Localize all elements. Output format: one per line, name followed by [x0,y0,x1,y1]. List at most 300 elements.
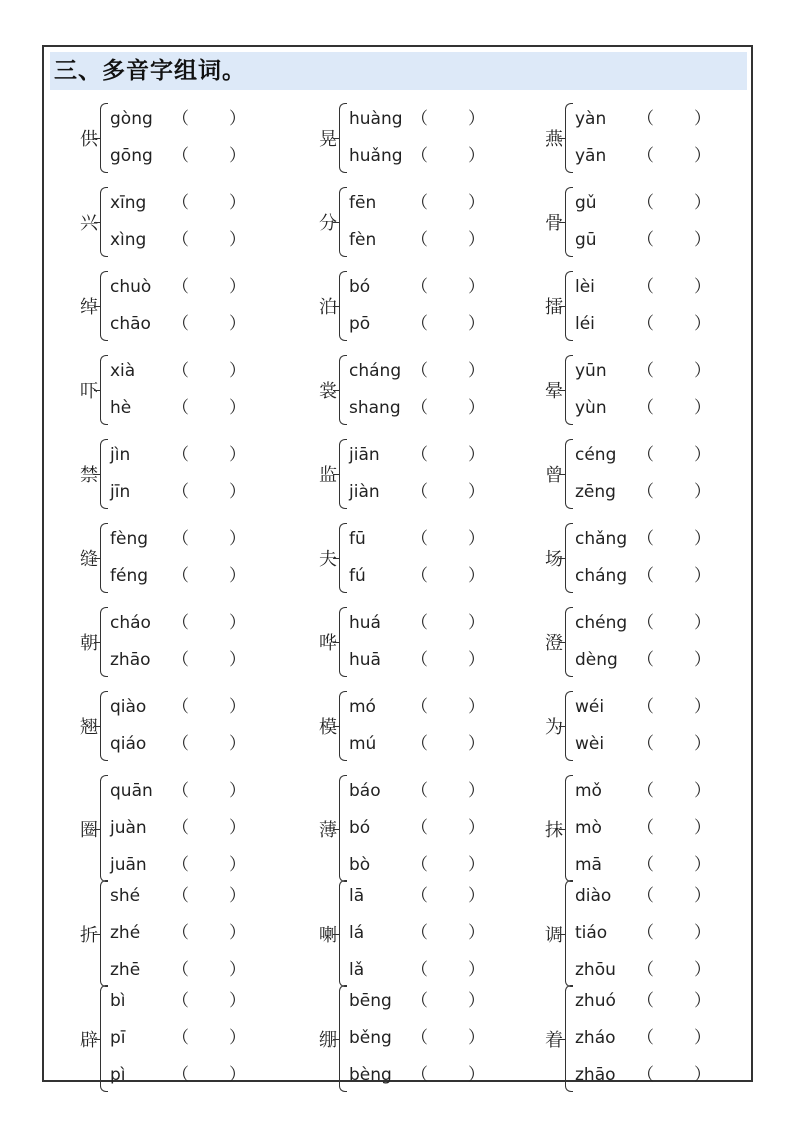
paren-open: （ [411,146,428,166]
polyphone-group [315,351,515,429]
paren-close: ） [468,734,485,754]
paren-close: ） [694,697,711,717]
paren-open: （ [637,361,654,381]
reading-list [110,876,276,991]
pinyin-label: mò [575,818,602,838]
polyphone-group [315,435,515,513]
polyphone-char: 绰 [80,297,98,318]
reading-item [110,773,246,810]
reading-item [349,353,485,390]
reading-item [110,521,246,558]
pinyin-label: xīng [110,193,147,213]
reading-item [349,185,485,222]
pinyin-label: lǎ [349,960,365,980]
polyphone-char: 供 [80,129,98,150]
worksheet [42,45,753,1085]
polyphone-group [541,183,741,261]
paren-close: ） [694,991,711,1011]
paren-close: ） [468,314,485,334]
char-row [44,519,751,597]
reading-item [575,390,711,427]
polyphone-char: 模 [319,717,337,738]
polyphone-char: 喇 [319,924,337,946]
paren-close: ） [694,361,711,381]
reading-item [349,101,485,138]
polyphone-char: 澄 [545,633,563,654]
paren-open: （ [172,314,189,334]
char-row [44,183,751,261]
paren-close: ） [694,445,711,465]
paren-open: （ [172,991,189,1011]
polyphone-char: 辟 [80,1029,98,1051]
reading-item [349,773,485,810]
pinyin-label: gǔ [575,193,597,213]
polyphone-char: 擂 [545,297,563,318]
polyphone-char: 兴 [80,213,98,234]
reading-item [349,642,485,679]
polyphone-group [541,435,741,513]
polyphone-group [76,687,276,765]
paren-close: ） [694,482,711,502]
pinyin-label: bó [349,818,371,838]
paren-open: （ [172,109,189,129]
paren-close: ） [229,818,246,838]
paren-open: （ [411,109,428,129]
brace-icon [339,985,347,1092]
reading-item [349,810,485,847]
pinyin-label: pō [349,314,371,334]
paren-close: ） [468,230,485,250]
brace-icon [339,880,347,987]
pinyin-label: tiáo [575,923,608,943]
reading-list [575,981,741,1096]
paren-close: ） [694,193,711,213]
polyphone-group [76,771,276,886]
pinyin-label: huàng [349,109,403,129]
paren-open: （ [411,230,428,250]
paren-close: ） [468,398,485,418]
brace-icon [565,607,573,677]
paren-open: （ [172,482,189,502]
polyphone-char: 夫 [319,549,337,570]
paren-open: （ [411,277,428,297]
paren-open: （ [411,734,428,754]
reading-item [575,878,711,915]
paren-open: （ [172,529,189,549]
polyphone-char: 分 [319,213,337,234]
polyphone-char: 着 [545,1029,563,1051]
polyphone-char: 晃 [319,129,337,150]
reading-item [110,306,246,343]
brace-icon [565,355,573,425]
reading-item [575,353,711,390]
pinyin-label: yàn [575,109,607,129]
polyphone-group [315,687,515,765]
polyphone-group [541,687,741,765]
paren-open: （ [411,361,428,381]
paren-open: （ [172,923,189,943]
paren-close: ） [229,314,246,334]
paren-open: （ [172,398,189,418]
paren-open: （ [637,855,654,875]
polyphone-char: 哗 [319,633,337,654]
paren-open: （ [637,960,654,980]
polyphone-char: 吓 [80,381,98,402]
polyphone-group [541,876,741,991]
pinyin-label: bèng [349,1065,392,1085]
brace-icon [339,187,347,257]
reading-item [349,726,485,763]
reading-item [575,983,711,1020]
reading-item [110,810,246,847]
reading-item [575,269,711,306]
paren-close: ） [468,886,485,906]
reading-list [349,519,515,597]
paren-open: （ [411,697,428,717]
pinyin-label: chǎng [575,529,628,549]
paren-close: ） [229,650,246,670]
paren-close: ） [468,277,485,297]
paren-close: ） [468,109,485,129]
brace-icon [565,187,573,257]
paren-open: （ [637,781,654,801]
polyphone-group [541,771,741,886]
brace-icon [100,271,108,341]
reading-list [349,981,515,1096]
brace-icon [565,775,573,882]
reading-list [575,876,741,991]
paren-close: ） [229,398,246,418]
reading-item [110,983,246,1020]
paren-close: ） [229,109,246,129]
reading-item [349,558,485,595]
pinyin-label: lā [349,886,365,906]
polyphone-char: 禁 [80,465,98,486]
brace-icon [565,691,573,761]
pinyin-label: huā [349,650,381,670]
polyphone-group [541,519,741,597]
paren-open: （ [172,277,189,297]
paren-close: ） [468,991,485,1011]
reading-item [349,437,485,474]
pinyin-label: bò [349,855,371,875]
pinyin-label: pī [110,1028,126,1048]
paren-close: ） [694,923,711,943]
paren-close: ） [229,1065,246,1085]
brace-icon [339,523,347,593]
brace-icon [339,691,347,761]
paren-open: （ [172,613,189,633]
reading-list [575,603,741,681]
paren-open: （ [637,1028,654,1048]
reading-item [349,1020,485,1057]
polyphone-group [541,267,741,345]
paren-open: （ [172,697,189,717]
pinyin-label: xià [110,361,136,381]
paren-close: ） [694,529,711,549]
brace-icon [339,607,347,677]
paren-open: （ [411,781,428,801]
reading-list [110,771,276,886]
paren-close: ） [229,146,246,166]
paren-close: ） [468,818,485,838]
pinyin-label: huǎng [349,146,403,166]
reading-item [110,390,246,427]
brace-icon [100,355,108,425]
pinyin-label: céng [575,445,617,465]
paren-close: ） [468,193,485,213]
paren-open: （ [637,650,654,670]
pinyin-label: féng [110,566,149,586]
char-row [44,351,751,429]
pinyin-label: qiáo [110,734,147,754]
reading-item [575,1057,711,1094]
reading-item [349,390,485,427]
reading-item [575,689,711,726]
polyphone-char: 裳 [319,381,337,402]
paren-close: ） [694,230,711,250]
char-row [44,876,751,991]
paren-open: （ [172,960,189,980]
paren-open: （ [172,146,189,166]
paren-open: （ [172,855,189,875]
pinyin-label: yūn [575,361,607,381]
reading-list [349,876,515,991]
reading-item [110,605,246,642]
paren-close: ） [229,886,246,906]
paren-close: ） [694,314,711,334]
reading-item [349,1057,485,1094]
section-title: 三、多音字组词。 [54,57,246,84]
reading-item [110,1057,246,1094]
pinyin-label: fú [349,566,366,586]
reading-item [575,1020,711,1057]
paren-close: ） [229,613,246,633]
brace-icon [565,271,573,341]
paren-close: ） [694,886,711,906]
reading-item [110,138,246,175]
polyphone-char: 绷 [319,1029,337,1051]
paren-open: （ [411,566,428,586]
reading-item [349,878,485,915]
reading-list [110,603,276,681]
paren-close: ） [694,146,711,166]
pinyin-label: jiàn [349,482,380,502]
reading-item [110,642,246,679]
paren-close: ） [468,923,485,943]
reading-list [349,351,515,429]
paren-open: （ [637,193,654,213]
reading-item [110,269,246,306]
reading-list [349,435,515,513]
paren-close: ） [694,781,711,801]
reading-item [575,810,711,847]
reading-item [575,185,711,222]
paren-close: ） [468,697,485,717]
reading-item [575,642,711,679]
paren-close: ） [694,818,711,838]
brace-icon [565,523,573,593]
polyphone-group [315,99,515,177]
section-header [50,52,747,90]
paren-open: （ [172,734,189,754]
reading-item [349,474,485,511]
char-row [44,99,751,177]
pinyin-label: gū [575,230,597,250]
paren-open: （ [411,855,428,875]
paren-open: （ [637,277,654,297]
paren-open: （ [172,1065,189,1085]
pinyin-label: zhāo [575,1065,616,1085]
paren-open: （ [172,193,189,213]
paren-open: （ [411,886,428,906]
polyphone-group [315,981,515,1096]
paren-close: ） [468,960,485,980]
reading-item [349,138,485,175]
pinyin-label: zhuó [575,991,616,1011]
pinyin-label: fū [349,529,366,549]
reading-item [349,915,485,952]
brace-icon [565,880,573,987]
reading-item [110,878,246,915]
reading-item [110,101,246,138]
reading-list [110,519,276,597]
pinyin-label: bó [349,277,371,297]
polyphone-char: 折 [80,924,98,946]
paren-open: （ [411,960,428,980]
paren-open: （ [411,482,428,502]
paren-open: （ [411,1065,428,1085]
char-row [44,981,751,1096]
polyphone-char: 监 [319,465,337,486]
paren-open: （ [637,886,654,906]
polyphone-group [76,519,276,597]
polyphone-group [315,267,515,345]
polyphone-char: 薄 [319,819,337,841]
pinyin-label: jìn [110,445,131,465]
reading-item [110,726,246,763]
paren-open: （ [637,697,654,717]
paren-open: （ [637,445,654,465]
pinyin-label: yùn [575,398,607,418]
paren-close: ） [468,1065,485,1085]
reading-item [110,915,246,952]
paren-open: （ [172,445,189,465]
reading-list [110,267,276,345]
brace-icon [339,775,347,882]
polyphone-char: 燕 [545,129,563,150]
pinyin-label: zhē [110,960,141,980]
reading-item [575,474,711,511]
polyphone-grid [44,99,751,1085]
paren-open: （ [172,361,189,381]
reading-list [349,603,515,681]
pinyin-label: jīn [110,482,131,502]
paren-close: ） [229,991,246,1011]
paren-close: ） [694,734,711,754]
paren-close: ） [468,361,485,381]
brace-icon [339,271,347,341]
pinyin-label: wéi [575,697,605,717]
paren-open: （ [637,1065,654,1085]
paren-close: ） [229,960,246,980]
brace-icon [339,355,347,425]
reading-item [575,605,711,642]
pinyin-label: zhé [110,923,141,943]
paren-open: （ [172,230,189,250]
paren-close: ） [694,1028,711,1048]
polyphone-group [541,99,741,177]
reading-list [349,267,515,345]
polyphone-char: 为 [545,717,563,738]
polyphone-char: 曾 [545,465,563,486]
pinyin-label: mā [575,855,602,875]
polyphone-group [315,183,515,261]
paren-open: （ [411,991,428,1011]
reading-list [110,981,276,1096]
reading-list [575,267,741,345]
reading-item [349,306,485,343]
reading-item [110,474,246,511]
pinyin-label: mó [349,697,376,717]
reading-list [349,687,515,765]
paren-close: ） [229,193,246,213]
reading-item [575,915,711,952]
pinyin-label: mǒ [575,781,602,801]
pinyin-label: báo [349,781,381,801]
paren-open: （ [637,613,654,633]
brace-icon [565,985,573,1092]
pinyin-label: diào [575,886,612,906]
reading-item [110,353,246,390]
pinyin-label: zhōu [575,960,616,980]
paren-close: ） [229,697,246,717]
reading-item [110,689,246,726]
pinyin-label: yān [575,146,607,166]
pinyin-label: fēn [349,193,377,213]
polyphone-group [315,519,515,597]
paren-open: （ [637,529,654,549]
reading-item [349,605,485,642]
polyphone-group [315,771,515,886]
paren-open: （ [637,566,654,586]
paren-close: ） [468,482,485,502]
paren-close: ） [468,650,485,670]
polyphone-char: 调 [545,924,563,946]
polyphone-group [76,981,276,1096]
brace-icon [565,103,573,173]
paren-close: ） [694,613,711,633]
pinyin-label: juàn [110,818,147,838]
pinyin-label: wèi [575,734,605,754]
reading-list [575,771,741,886]
reading-item [110,558,246,595]
paren-open: （ [172,886,189,906]
paren-close: ） [229,923,246,943]
reading-item [349,269,485,306]
polyphone-group [76,351,276,429]
reading-list [110,183,276,261]
pinyin-label: lèi [575,277,595,297]
pinyin-label: dèng [575,650,618,670]
polyphone-group [541,603,741,681]
paren-open: （ [411,314,428,334]
pinyin-label: léi [575,314,595,334]
pinyin-label: huá [349,613,381,633]
reading-item [349,983,485,1020]
pinyin-label: quān [110,781,153,801]
paren-open: （ [411,1028,428,1048]
